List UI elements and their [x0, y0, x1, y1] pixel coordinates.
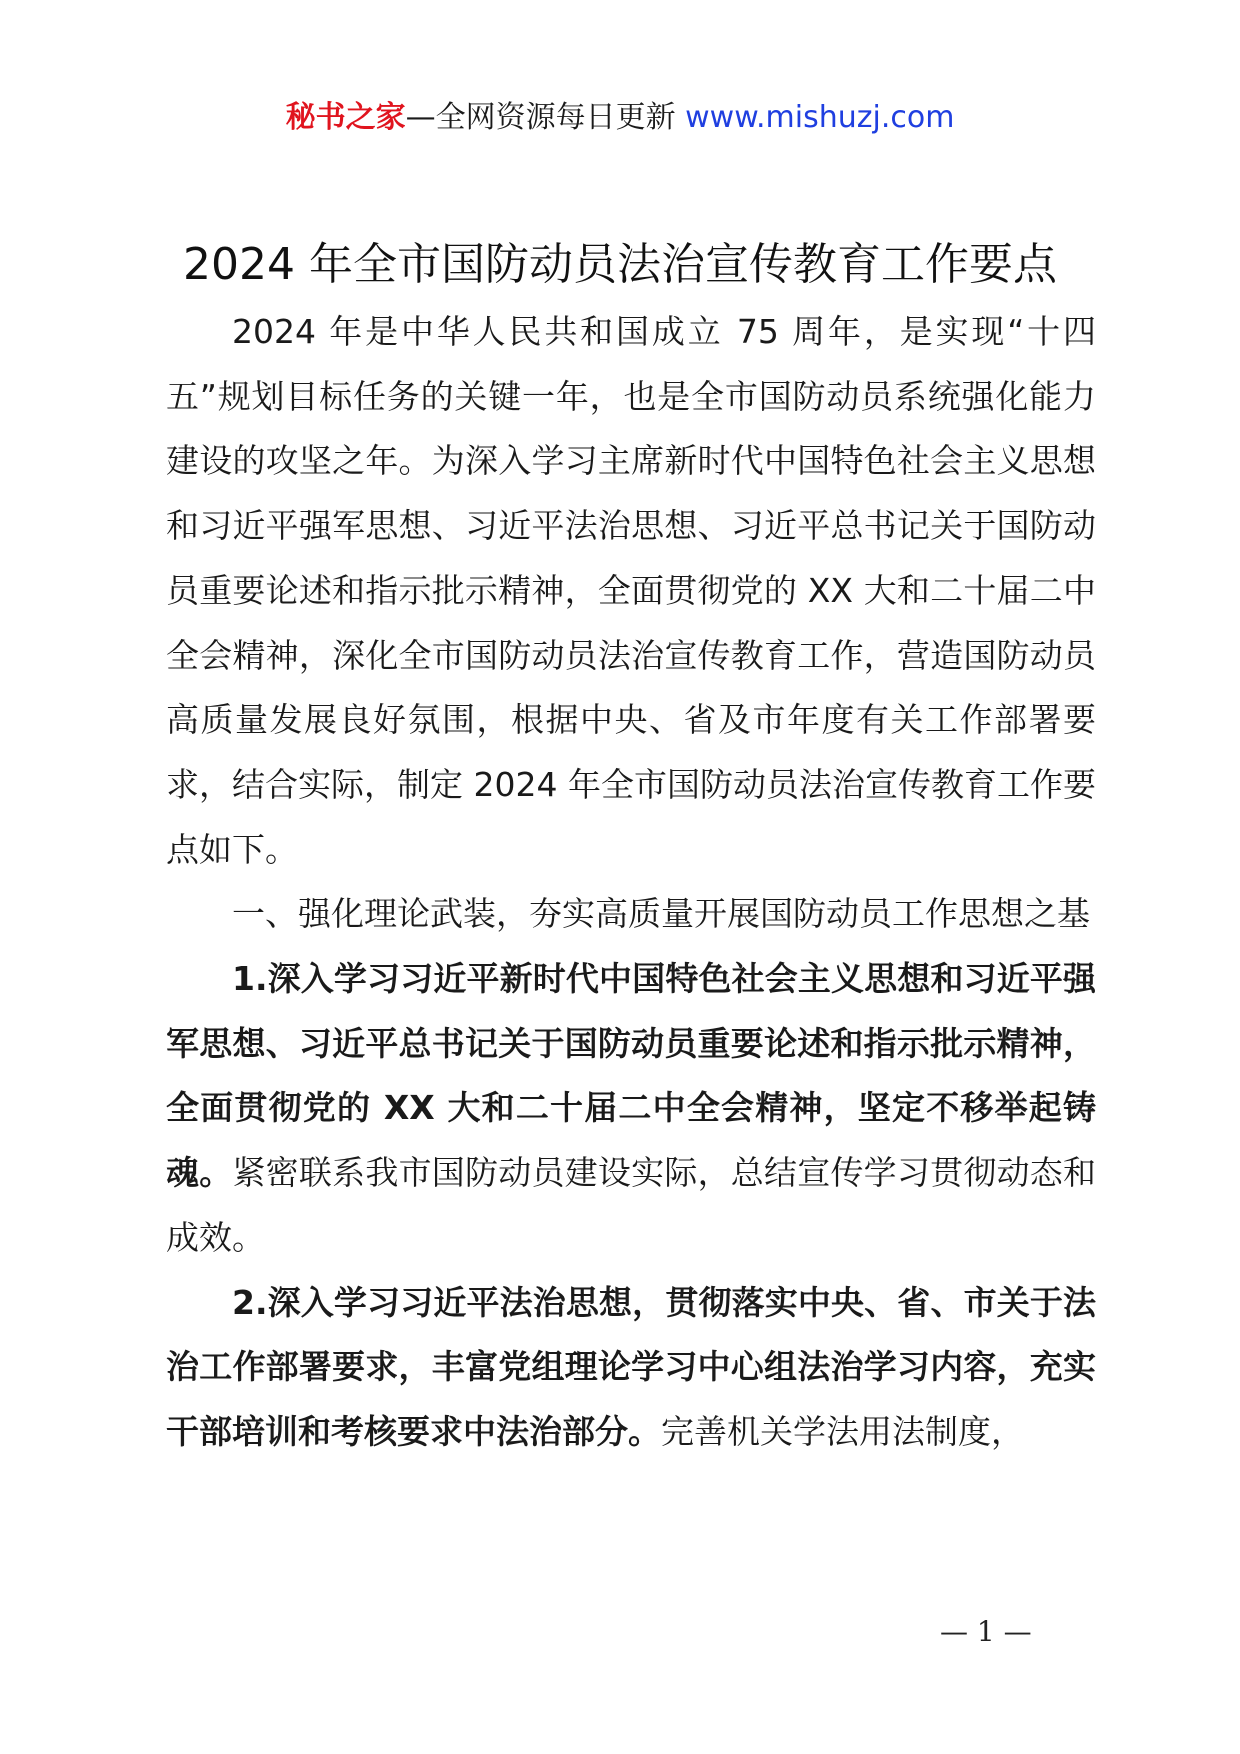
item-2-bold-text: 2.深入学习习近平法治思想，贯彻落实中央、省、市关于法治工作部署要求，丰富党组理论学习中心组法治学习内容，充实干部培训和考核要求中法治部分。 [166, 1282, 1096, 1451]
intro-paragraph: 2024 年是中华人民共和国成立 75 周年，是实现“十四五”规划目标任务的关键一年，也是全市国防动员系统强化能力建设的攻坚之年。为深入学习主席新时代中国特色社会主义思想和习近平强军思想、习近平法治思想、习近平总书记关于国防动员重要论述和指示批示精神，全面贯彻党的 XX 大和二十届二中全会精神，深化全市国防动员法治宣传教育工作，营造国防动员高质量发展良好氛围，根据中央、省及市年度有关工作部署要求，结合实际，制定 2024 年全市国防动员法治宣传教育工作要点如下。 [166, 312, 1096, 869]
item-1-bold-text: 1.深入学习习近平新时代中国特色社会主义思想和习近平强军思想、习近平总书记关于国防动员重要论述和指示批示精神，全面贯彻党的 XX 大和二十届二中全会精神，坚定不移举起铸魂。 [166, 959, 1096, 1193]
header-tagline: 全网资源每日更新 [435, 100, 676, 135]
item-1-paragraph [166, 947, 1096, 1271]
item-2-text: 完善机关学法用法制度， [661, 1411, 1024, 1451]
header-dash: — [405, 100, 436, 135]
item-2-paragraph [166, 1271, 1096, 1465]
document-body [166, 300, 1096, 1465]
site-url-link[interactable]: www.mishuzj.com [685, 100, 955, 135]
brand-name: 秘书之家 [285, 100, 406, 135]
site-header [0, 98, 1240, 138]
item-1-text: 紧密联系我市国防动员建设实际，总结宣传学习贯彻动态和成效。 [166, 1153, 1097, 1257]
page-number: — 1 — [940, 1615, 1032, 1648]
section-heading-1: 一、强化理论武装，夯实高质量开展国防动员工作思想之基 [232, 894, 1090, 934]
document-title: 2024 年全市国防动员法治宣传教育工作要点 [183, 239, 1057, 290]
